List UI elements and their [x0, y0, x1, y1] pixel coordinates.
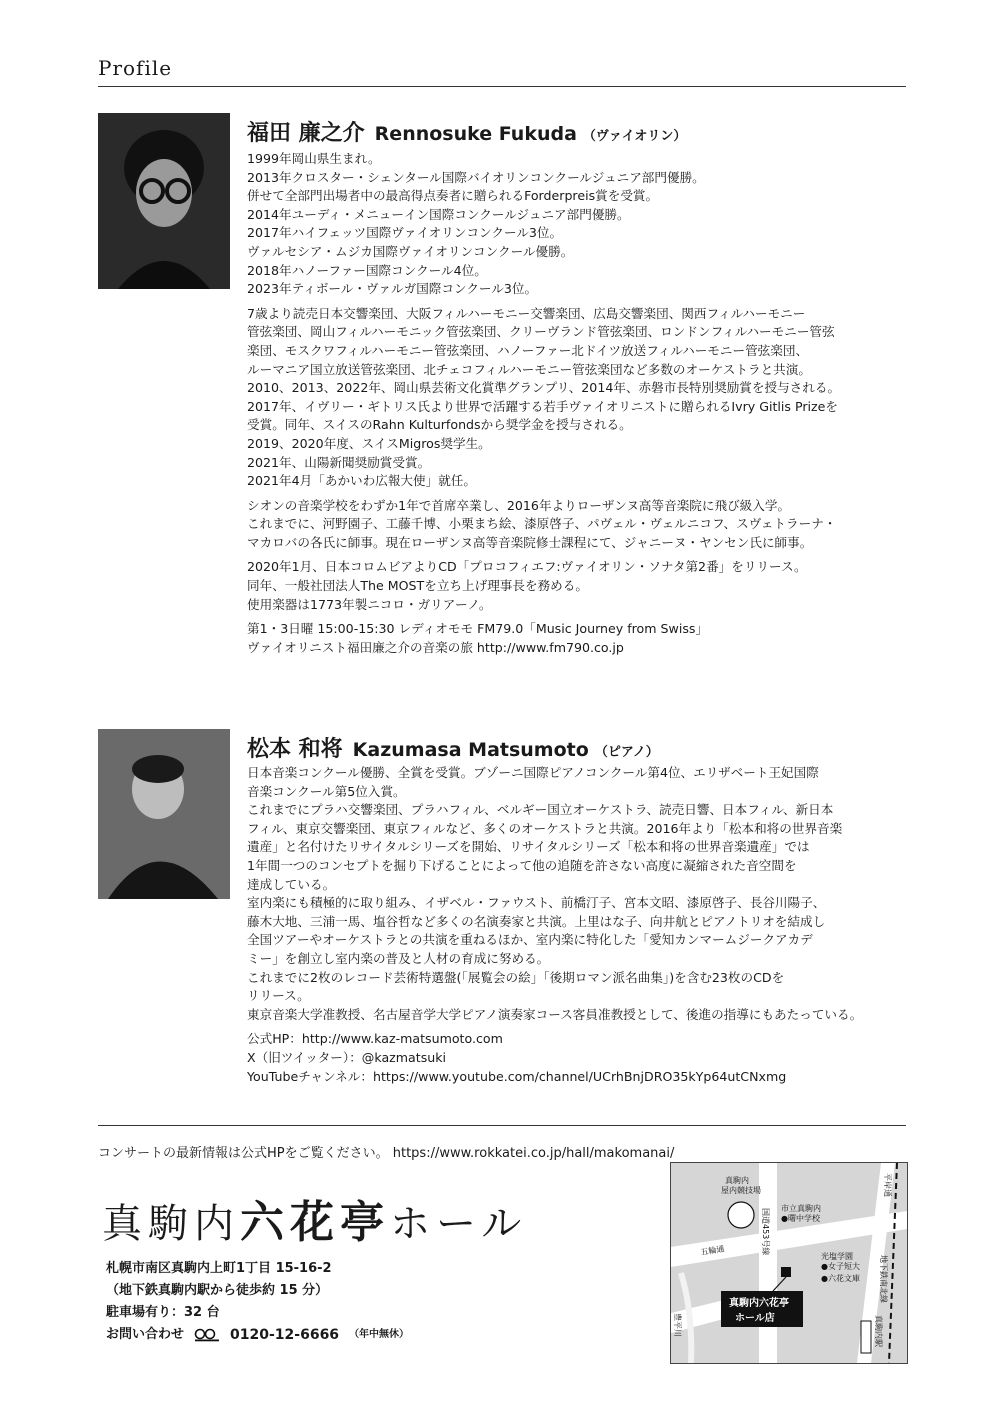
artist2-bio-block: [247, 764, 912, 1024]
hall-logo-part: ホール: [390, 1201, 528, 1247]
artist1-bio-block: [247, 620, 912, 657]
map-graphic: [671, 1163, 907, 1363]
bio-line: 第1・3日曜 15:00-15:30 レディオモモ FM79.0「Music Journey from Swiss」: [247, 621, 709, 637]
bio-line: リリース。: [247, 988, 310, 1004]
bio-line: ミー」を創立し室内楽の普及と人材の育成に努める。: [247, 950, 550, 966]
bio-line: 2010、2013、2022年、岡山県芸術文化賞準グランプリ、2014年、赤磐市長特別奨励賞を授与される。: [247, 380, 841, 396]
artist2-name: [247, 732, 659, 763]
bio-line: 2018年ハノーファー国際コンクール4位。: [247, 262, 487, 278]
bio-line: 2023年ティボール・ヴァルガ国際コンクール3位。: [247, 281, 538, 297]
artist1-bio-block: [247, 150, 912, 299]
bio-line: 楽団、モスクワフィルハーモニー管弦楽団、ハノーファー北ドイツ放送フィルハーモニー管弦楽団、: [247, 342, 809, 358]
phone-note: （年中無休）: [349, 1329, 410, 1340]
bio-line: 2021年、山陽新聞奨励賞受賞。: [247, 454, 431, 470]
bio-line: 藤木大地、三浦一馬、塩谷哲など多くの名演奏家と共演。上里はな子、向井航とピアノトリオを結成し: [247, 913, 826, 929]
map-label-station: 真駒内駅: [874, 1315, 883, 1347]
map-label-heian: 平岸通: [883, 1173, 892, 1197]
artist1-name-en: Rennosuke Fukuda: [374, 123, 577, 145]
artist2-bio: [247, 764, 912, 1092]
hall-logo: [102, 1186, 527, 1250]
bio-line: 使用楽器は1773年製ニコロ・ガリアーノ。: [247, 596, 492, 612]
hall-logo-part: 真駒内: [102, 1201, 240, 1247]
artist2-photo: [98, 729, 230, 899]
bio-line: これまでに、河野園子、工藤千博、小栗まち絵、漆原啓子、パヴェル・ヴェルニコフ、スヴェトラーナ・: [247, 516, 837, 532]
contact-label: お問い合わせ: [106, 1327, 185, 1342]
bio-line: 達成している。: [247, 876, 336, 892]
hall-address: 札幌市南区真駒内上町1丁目 15-16-2: [106, 1261, 332, 1276]
bio-line: 2020年1月、日本コロムビアよりCD「プロコフィエフ:ヴァイオリン・ソナタ第2番」をリリース。: [247, 559, 807, 575]
page-title: Profile: [98, 56, 173, 80]
header-divider: [98, 86, 906, 87]
contact-row: [106, 1324, 606, 1346]
artist2-name-ja: 松本 和将: [247, 736, 343, 762]
map-label-college2: ●女子短大: [821, 1262, 860, 1271]
map-label-stadium: 真駒内: [725, 1176, 749, 1185]
access-map: [670, 1162, 908, 1364]
map-label-college: 光塩学園: [821, 1252, 853, 1261]
hall-logo-brand: 六花亭: [240, 1197, 390, 1248]
bio-line: マカロバの各氏に師事。現在ローザンヌ高等音楽院修士課程にて、ジャニーヌ・ヤンセン氏に師事。: [247, 534, 813, 550]
artist1-bio-block: [247, 305, 912, 491]
bio-line: 1999年岡山県生まれ。: [247, 151, 381, 166]
bio-line: 受賞。同年、スイスのRahn Kulturfondsから奨学金を授与される。: [247, 417, 632, 433]
map-label-bunko: ●六花文庫: [821, 1274, 860, 1283]
bio-line: 2017年ハイフェッツ国際ヴァイオリンコンクール3位。: [247, 225, 563, 241]
map-label-river: 豊平川: [673, 1313, 682, 1337]
map-label-route: 国道453号線: [761, 1208, 770, 1256]
artist2-name-en: Kazumasa Matsumoto: [352, 739, 589, 761]
artist2-instrument: （ピアノ）: [594, 745, 659, 760]
bio-line: ルーマニア国立放送管弦楽団、北チェコフィルハーモニー管弦楽団など多数のオーケストラと共演。: [247, 361, 811, 377]
artist1-portrait-image: [98, 113, 230, 289]
artist1-photo: [98, 113, 230, 289]
official-site-link[interactable]: 公式HP：http://www.kaz-matsumoto.com: [247, 1031, 503, 1047]
bio-line: これまでに2枚のレコード芸術特選盤(「展覧会の絵」「後期ロマン派名曲集」)を含む23枚のCDを: [247, 969, 785, 985]
bio-line: 1年間一つのコンセプトを掘り下げることによって他の追随を許さない高度に凝縮された音空間を: [247, 857, 797, 873]
map-label-hall: 真駒内六花亭: [729, 1298, 789, 1309]
map-label-stadium2: 屋内競技場: [721, 1186, 761, 1195]
hall-address-block: [106, 1258, 606, 1346]
bio-line: ヴァルセシア・ムジカ国際ヴァイオリンコンクール優勝。: [247, 243, 574, 259]
bio-line: 併せて全部門出場者中の最高得点奏者に贈られるForderpreis賞を受賞。: [247, 188, 659, 204]
hall-access: （地下鉄真駒内駅から徒歩約 15 分）: [106, 1283, 329, 1298]
artist2-links: [247, 1030, 912, 1086]
map-label-school: 市立真駒内: [781, 1204, 821, 1213]
artist1-bio-block: [247, 558, 912, 614]
bio-line: 全国ツアーやオーケストラとの共演を重ねるほか、室内楽に特化した「愛知カンマームジークアカデ: [247, 932, 813, 948]
artist1-name-ja: 福田 廉之介: [247, 120, 365, 146]
x-account-link[interactable]: X（旧ツイッター）：@kazmatsuki: [247, 1049, 447, 1065]
bio-line: 2017年、イヴリー・ギトリス氏より世界で活躍する若手ヴァイオリニストに贈られるIvry Gitlis Prizeを: [247, 398, 838, 414]
bio-line: 遺産」と名付けたリサイタルシリーズを開始、リサイタルシリーズ「松本和将の世界音楽遺産」では: [247, 839, 810, 855]
artist2-portrait-image: [98, 729, 230, 899]
radio-link[interactable]: ヴァイオリニスト福田廉之介の音楽の旅 http://www.fm790.co.jp: [247, 639, 624, 655]
artist1-bio-block: [247, 497, 912, 553]
bio-line: 室内楽にも積極的に取り組み、イザベル・ファウスト、前橋汀子、宮本文昭、漆原啓子、長谷川陽子、: [247, 895, 826, 911]
bio-line: シオンの音楽学校をわずか1年で首席卒業し、2016年よりローザンヌ高等音楽院に飛び級入学。: [247, 497, 791, 513]
artist1-bio: [247, 150, 912, 663]
bio-line: 2014年ユーディ・メニューイン国際コンクールジュニア部門優勝。: [247, 206, 630, 222]
map-label-gorin: 五輪通: [699, 1244, 726, 1257]
bio-line: 音楽コンクール第5位入賞。: [247, 783, 406, 799]
free-dial-icon: [194, 1328, 220, 1342]
bio-line: 7歳より読売日本交響楽団、大阪フィルハーモニー交響楽団、広島交響楽団、関西フィルハーモニー: [247, 305, 806, 321]
map-label-hall2: ホール店: [735, 1313, 775, 1324]
bio-line: 2021年4月「あかいわ広報大使」就任。: [247, 473, 476, 489]
footer-divider: [98, 1125, 906, 1126]
bio-line: これまでにプラハ交響楽団、プラハフィル、ベルギー国立オーケストラ、読売日響、日本フィル、新日本: [247, 802, 834, 818]
map-label-school2: ●曙中学校: [781, 1214, 820, 1223]
bio-line: 2013年クロスター・シェンタール国際バイオリンコンクールジュニア部門優勝。: [247, 169, 705, 185]
hall-parking: 駐車場有り：32 台: [106, 1305, 220, 1320]
bio-line: 東京音楽大学准教授、名古屋音学大学ピアノ演奏家コース客員准教授として、後進の指導にもあたっている。: [247, 1006, 863, 1022]
concert-info-notice[interactable]: コンサートの最新情報は公式HPをご覧ください。 https://www.rokkatei.co.jp/hall/makomanai/: [98, 1146, 675, 1161]
youtube-channel-link[interactable]: YouTubeチャンネル：https://www.youtube.com/channel/UCrhBnjDRO35kYp64utCNxmg: [247, 1068, 787, 1084]
artist1-instrument: （ヴァイオリン）: [582, 129, 687, 144]
phone-number[interactable]: 0120-12-6666: [230, 1327, 340, 1343]
map-label-metro: 地下鉄南北線: [879, 1255, 888, 1303]
bio-line: 日本音楽コンクール優勝、全賞を受賞。ブゾーニ国際ピアノコンクール第4位、エリザベート王妃国際: [247, 765, 819, 780]
bio-line: 管弦楽団、岡山フィルハーモニック管弦楽団、クリーヴランド管弦楽団、ロンドンフィルハーモニー管弦: [247, 324, 835, 340]
bio-line: 2019、2020年度、スイスMigros奨学生。: [247, 435, 491, 451]
artist1-name: [247, 116, 686, 147]
bio-line: 同年、一般社団法人The MOSTを立ち上げ理事長を務める。: [247, 578, 588, 594]
bio-line: フィル、東京交響楽団、東京フィルなど、多くのオーケストラと共演。2016年より「松本和将の世界音楽: [247, 820, 843, 836]
